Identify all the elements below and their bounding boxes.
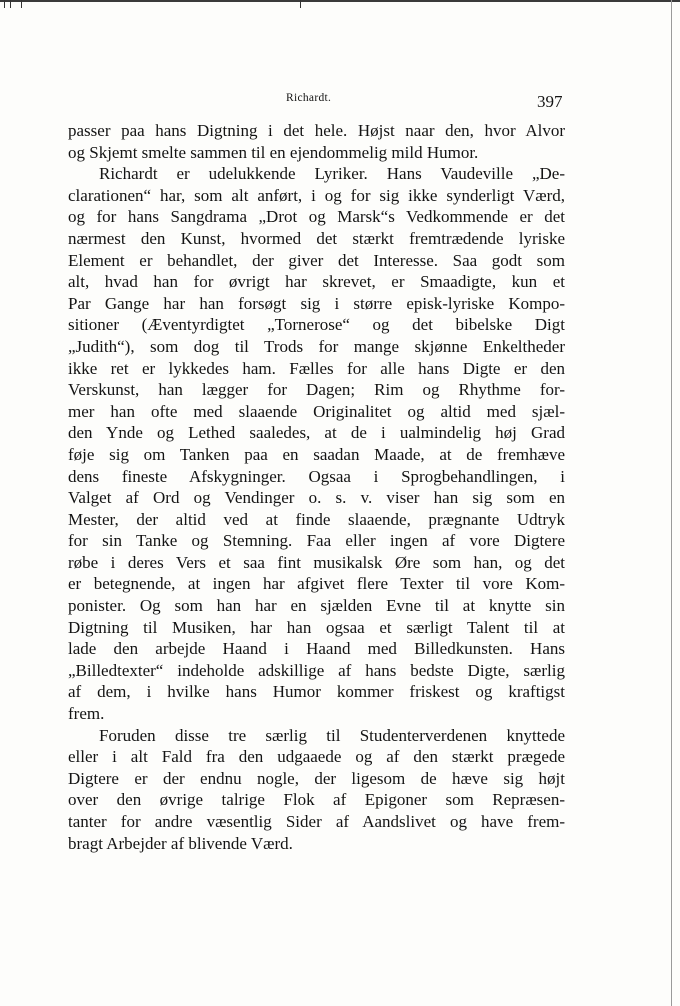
scan-right-edge (671, 0, 672, 1006)
scan-tick-mark (300, 0, 301, 8)
text-line: Digtere er der endnu nogle, der ligesom de hæve sig højt (68, 768, 565, 788)
text-line: ponister. Og som han har en sjælden Evne til at knytte sin (68, 596, 565, 616)
text-line: føje sig om Tanken paa en saadan Maade, at de fremhæve (68, 444, 565, 464)
text-line: Verskunst, han lægger for Dagen; Rim og Rhythme for- (68, 380, 565, 400)
text-line: og for hans Sangdrama „Drot og Marsk“s Vedkommende er det (68, 207, 565, 227)
text-line: den Ynde og Lethed saaledes, at de i ualmindelig høj Grad (68, 423, 565, 443)
running-head: Richardt. (286, 92, 332, 104)
text-line: over den øvrige talrige Flok af Epigoner som Repræsen- (68, 790, 565, 810)
text-line: clarationen“ har, som alt anført, i og for sig ikke synderligt Værd, (68, 185, 565, 205)
text-line: for sin Tanke og Stemning. Faa eller ingen af vore Digtere (68, 531, 565, 551)
text-line: Element er behandlet, der giver det Interesse. Saa godt som (68, 250, 565, 270)
page-number: 397 (537, 92, 563, 111)
text-line: af dem, i hvilke hans Humor kommer friskest og kraftigst (68, 682, 565, 702)
text-line: røbe i deres Vers et saa fint musikalsk Øre som han, og det (68, 552, 565, 572)
text-line: sitioner (Æventyrdigtet „Tornerose“ og det bibelske Digt (68, 315, 565, 335)
scan-tick-mark (10, 0, 11, 8)
scan-tick-mark (21, 0, 22, 8)
text-line: Digtning til Musiken, har han ogsaa et særligt Talent til at (68, 617, 565, 637)
text-line: lade den arbejde Haand i Haand med Billedkunsten. Hans (68, 639, 565, 659)
text-line: Mester, der altid ved at finde slaaende, prægnante Udtryk (68, 509, 565, 529)
text-line: bragt Arbejder af blivende Værd. (68, 833, 293, 853)
page-body (68, 120, 565, 854)
text-line: er betegnende, at ingen har afgivet flere Texter til vore Kom- (68, 574, 565, 594)
text-line: dens fineste Afskygninger. Ogsaa i Sprogbehandlingen, i (68, 466, 565, 486)
paragraph (68, 163, 565, 724)
text-line: Valget af Ord og Vendinger o. s. v. viser han sig som en (68, 488, 565, 508)
scan-top-border (0, 0, 680, 2)
text-line: nærmest den Kunst, hvormed det stærkt fremtrædende lyriske (68, 228, 565, 248)
paragraph (68, 120, 565, 163)
text-line: eller i alt Fald fra den udgaaede og af den stærkt prægede (68, 747, 565, 767)
text-line: og Skjemt smelte sammen til en ejendommelig mild Humor. (68, 142, 479, 162)
text-line: Richardt er udelukkende Lyriker. Hans Vaudeville „De- (99, 164, 565, 184)
text-line: mer han ofte med slaaende Originalitet og altid med sjæl- (68, 401, 565, 421)
text-line: ikke ret er lykkedes ham. Fælles for alle hans Digte er den (68, 358, 565, 378)
text-line: Par Gange har han forsøgt sig i større episk-lyriske Kompo- (68, 293, 565, 313)
text-line: Foruden disse tre særlig til Studenterverdenen knyttede (99, 725, 565, 745)
text-line: „Billedtexter“ indeholde adskillige af hans bedste Digte, særlig (68, 660, 565, 680)
text-line: passer paa hans Digtning i det hele. Højst naar den, hvor Alvor (68, 121, 565, 140)
text-line: frem. (68, 704, 105, 724)
text-line: tanter for andre væsentlig Sider af Aandslivet og have frem- (68, 812, 565, 831)
paragraph (68, 725, 565, 855)
page-header (0, 86, 680, 116)
text-line: alt, hvad han for øvrigt har skrevet, er Smaadigte, kun et (68, 272, 565, 292)
text-line: „Judith“), som dog til Trods for mange skjønne Enkeltheder (68, 336, 565, 356)
scan-tick-mark (4, 0, 5, 8)
